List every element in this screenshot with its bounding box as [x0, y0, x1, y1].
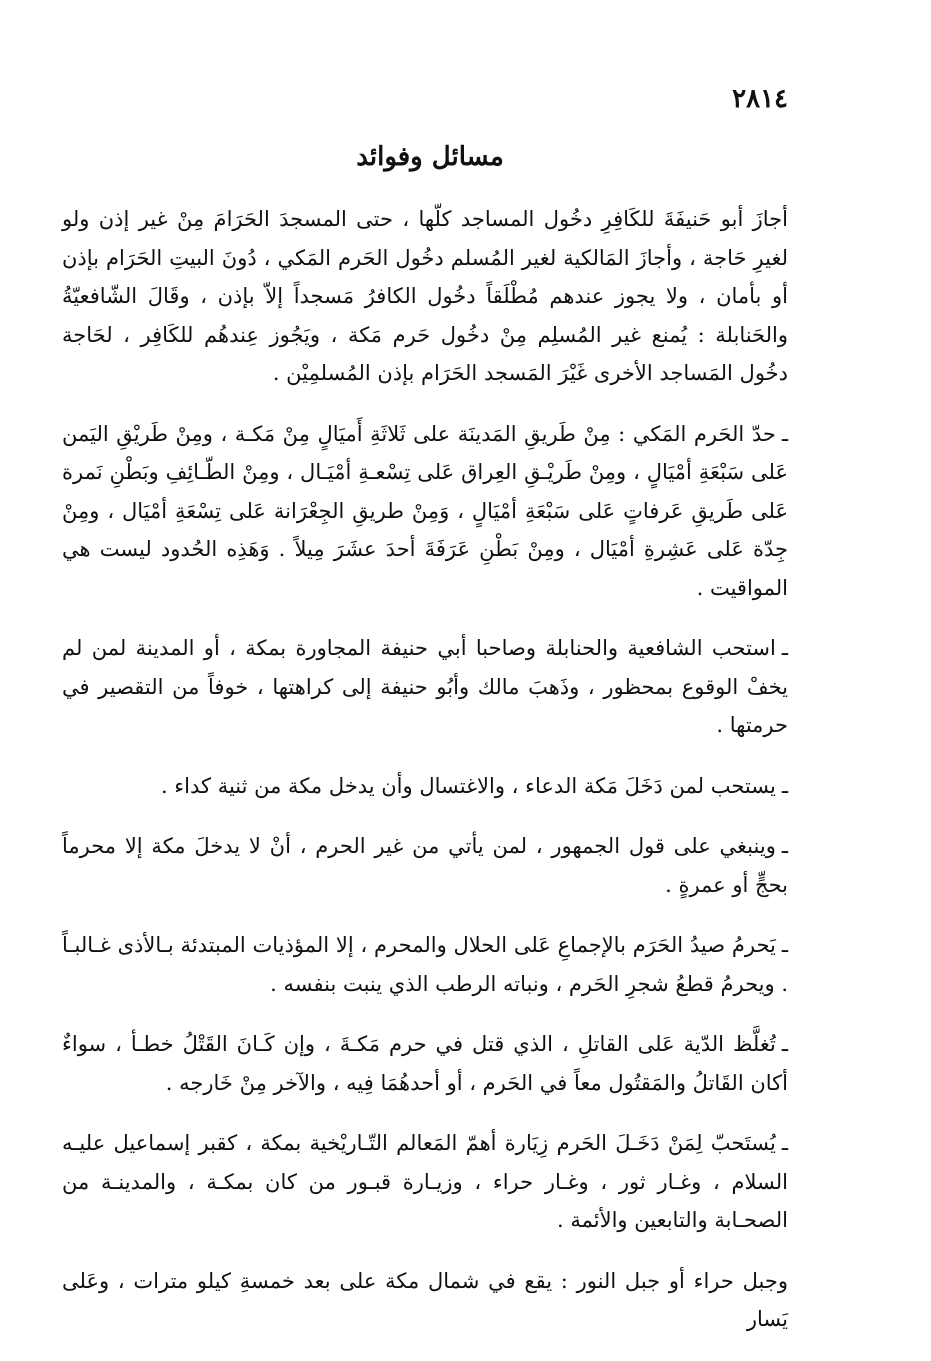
- paragraph: [62, 926, 788, 1003]
- paragraph-text: يَحرمُ صيدُ الحَرَم بالإجماعِ عَلى الحلال والمحرم ، إلا المؤذيات المبتدئة بـالأذى غـالبـاً . ويحرمُ قطعُ شجرِ الحَرم ، ونباته الرطب الذي ينبت بنفسه .: [62, 933, 788, 996]
- paragraph: [62, 629, 788, 745]
- page-number: ٢٨١٤: [732, 84, 788, 114]
- body-text: [62, 200, 788, 1361]
- bullet-dash: ـ: [781, 1032, 788, 1056]
- paragraph-text: يستحب لمن دَخَلَ مَكة الدعاء ، والاغتسال وأن يدخل مكة من ثنية كداء .: [160, 773, 776, 798]
- bullet-dash: ـ: [781, 933, 788, 957]
- paragraph-text: استحب الشافعية والحنابلة وصاحبا أبي حنيفة المجاورة بمكة ، أو المدينة لمن لم يخفْ الوقوع بمحظور ، وذَهبَ مالك وأبُو حنيفة إلى كراهتها ، خوفاً من التقصير في حرمتها .: [62, 636, 788, 737]
- section-title: مسائل وفوائد: [356, 142, 504, 172]
- paragraph-text: حدّ الحَرم المَكي : مِنْ طَريقِ المَدينَة على ثَلاثَةِ أَميَالٍ مِنْ مَكـة ، ومِنْ طَريْقِ اليَمن عَلى سَبْعَةِ أمْيَالٍ ، ومِنْ طَريْـقِ العِراق عَلى تِسْعـةِ أمْيَـال ، ومِنْ الطّـائِفِ وبَطْنِ نَمرة عَلى طَريقِ عَرفاتٍ عَلى سَبْعَةِ أمْيَالٍ ، وَمِنْ طريقِ الجِعْرَانة عَلى تِسْعَةِ أمْيَال ، ومِنْ جِدّة عَلى عَشِرةِ أمْيَال ، ومِنْ بَطْنِ عَرَفَةَ أحدَ عشَرَ مِيلاً . وَهَذِه الحُدود ليست هي المواقيت .: [62, 421, 788, 600]
- bullet-dash: ـ: [781, 636, 788, 660]
- paragraph: [62, 200, 788, 393]
- paragraph: [62, 415, 788, 608]
- paragraph-text: يُستَحبّ لِمَنْ دَخَـلَ الحَرم زِيَارة أهمّ المَعالم التّـاريْخية بمكة ، كقبر إسماعيل عليـه السلام ، وغـار ثور ، وغـار حراء ، وزيـارة قبـور من كان بمكـة ، والمدينـة من الصحـابة والتابعين والأئمة .: [62, 1131, 788, 1232]
- bullet-dash: ـ: [781, 421, 788, 446]
- paragraph: [62, 1124, 788, 1240]
- bullet-dash: ـ: [781, 773, 788, 798]
- paragraph-text: أجازَ أبو حَنيفَةَ للكَافِرِ دخُول المساجد كلّها ، حتى المسجدَ الحَرَامَ مِنْ غير إذن ولو لغيرِ حَاجة ، وأجازَ المَالكية لغير المُسلم دخُول الحَرم المَكي ، دُونَ البيتِ الحَرَام بإذن أو بأمان ، ولا يجوز عندهم مُطْلَقاً دخُول الكافرُ مَسجداً إلاّ بإذن ، وقَالَ الشّافعيّةُ والحَنابلة : يُمنع غير المُسلِم مِنْ دخُول حَرم مَكة ، ويَجُوز عِندهُم للكَافِر ، لحَاجة دخُول المَساجد الأخرى غَيْرَ المَسجد الحَرَام بإذن المُسلمِيْن .: [62, 207, 788, 385]
- paragraph-text: وجبل حراء أو جبل النور : يقع في شمال مكة على بعد خمسةِ كيلو مترات ، وعَلى يَسار: [62, 1268, 788, 1331]
- bullet-dash: ـ: [781, 834, 788, 858]
- paragraph: [62, 1262, 788, 1339]
- paragraph: [62, 1025, 788, 1102]
- paragraph: [62, 767, 788, 806]
- paragraph-text: وينبغي على قول الجمهور ، لمن يأتي من غير الحرم ، أنْ لا يدخلَ مكة إلا محرماً بحجٍّ أو عمرةٍ .: [62, 834, 788, 897]
- paragraph: [62, 827, 788, 904]
- paragraph-text: تُغلَّظ الدّية عَلى القاتلِ ، الذي قتل في حرم مَكـةَ ، وإن كَـانَ القَتْلُ خطـأ ، سواءٌ أكان القَاتلُ والمَقتُول معاً في الحَرم ، أو أحدهُمَا فِيه ، والآخر مِنْ خَارجه .: [62, 1032, 788, 1095]
- bullet-dash: ـ: [781, 1131, 788, 1155]
